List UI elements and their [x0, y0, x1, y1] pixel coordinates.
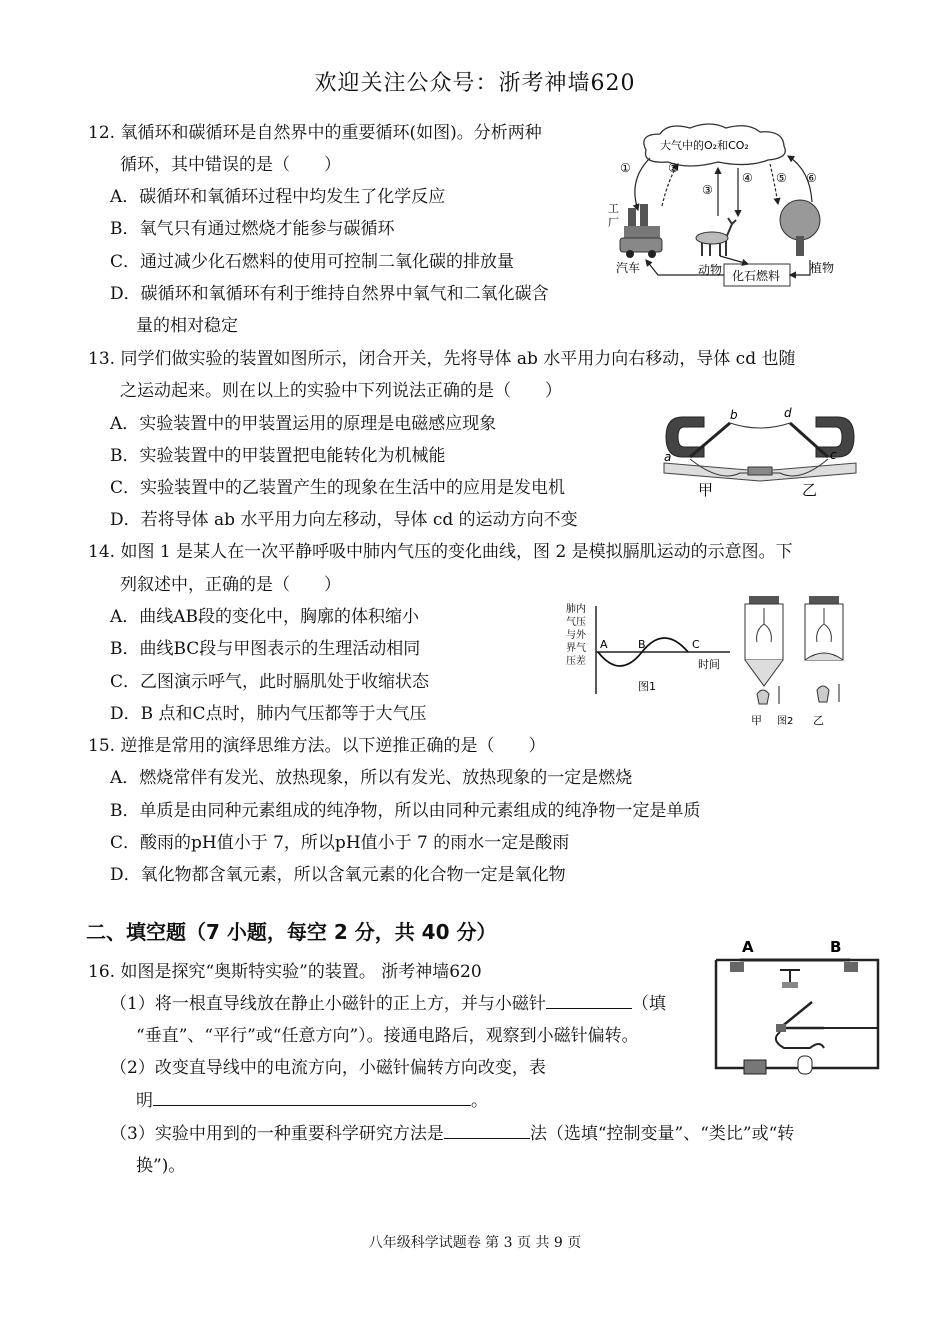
q16-part2-line2	[136, 1085, 488, 1117]
label-jia: 甲	[698, 481, 714, 498]
q16-oersted-apparatus	[700, 936, 890, 1076]
q16-part1-text: （1）将一根直导线放在静止小磁针的正上方，并与小磁针	[110, 994, 546, 1014]
q14-fig2-diaphragm-model	[735, 590, 860, 740]
arrow-1	[635, 158, 650, 210]
switch-icon	[748, 467, 772, 475]
q14-option-b: B．曲线BC段与甲图表示的生理活动相同	[110, 639, 421, 659]
q16-blank-3[interactable]	[444, 1120, 530, 1139]
label-n3: ③	[702, 183, 713, 197]
jar-lid-jia	[749, 596, 779, 604]
q14-stem-line2: 列叙述中，正确的是（ ）	[120, 575, 341, 595]
hand-yi-icon	[817, 686, 829, 702]
q16-part1-line2: “垂直”、“平行”或“任意方向”）。接通电路后，观察到小磁针偏转。	[136, 1026, 639, 1046]
q15-option-b: B．单质是由同种元素组成的纯净物，所以由同种元素组成的纯净物一定是单质	[110, 801, 701, 821]
diaphragm-jia-icon	[745, 660, 783, 686]
q12-option-d-line1: D．碳循环和氧循环有利于维持自然界中氧气和二氧化碳含	[110, 284, 549, 304]
q14-option-a: A．曲线AB段的变化中，胸廓的体积缩小	[110, 607, 420, 627]
atmosphere-label: 大气中的O₂和CO₂	[660, 139, 749, 152]
q15-option-c: C．酸雨的pH值小于 7，所以pH值小于 7 的雨水一定是酸雨	[110, 833, 570, 853]
q13-option-a: A．实验装置中的甲装置运用的原理是电磁感应现象	[110, 414, 497, 434]
q16-part2-suffix: 。	[471, 1091, 488, 1111]
label-n1: ①	[620, 161, 631, 175]
q13-option-d: D．若将导体 ab 水平用力向左移动，导体 cd 的运动方向不变	[110, 510, 578, 530]
q16-part3-line2: 换”)。	[136, 1156, 186, 1176]
switch-hinge	[776, 1024, 786, 1032]
wire-top	[730, 423, 790, 428]
label-n4: ④	[742, 171, 753, 185]
plant-label: 植物	[810, 261, 835, 275]
q12-option-d-line2: 量的相对稳定	[136, 316, 238, 336]
q12-option-c: C．通过减少化石燃料的使用可控制二氧化碳的排放量	[110, 252, 515, 272]
car-label: 汽车	[616, 261, 641, 275]
conductor-cd	[790, 423, 828, 457]
section-fill-in-title: 二、填空题（7 小题，每空 2 分，共 40 分）	[86, 920, 497, 944]
ylabel-3: 与外	[566, 630, 586, 641]
q12-cycle-figure	[598, 120, 848, 295]
arrow-animal-fossil	[720, 256, 748, 264]
q15-option-a: A．燃烧常伴有发光、放热现象，所以有发光、放热现象的一定是燃烧	[110, 768, 633, 788]
fossil-fuel-label: 化石燃料	[732, 269, 781, 283]
tree-icon	[780, 200, 820, 240]
terminal-B	[844, 962, 858, 972]
fig1-label: 图1	[638, 680, 656, 693]
wire-loop	[776, 1032, 824, 1048]
compass-needle-icon	[780, 970, 800, 984]
q15-stem: 15. 逆推是常用的演绎思维方法。以下逆推正确的是（ ）	[88, 736, 546, 756]
q16-part1-line1	[110, 988, 666, 1020]
q16-part1-tail: （填	[631, 994, 666, 1014]
label-yi: 乙	[802, 481, 818, 498]
fig2-label: 图2	[777, 716, 794, 727]
terminal-B-label: B	[830, 938, 842, 956]
q16-part2-prefix: 明	[136, 1091, 153, 1111]
deer-body-icon	[696, 232, 728, 244]
arrow-plant-fossil	[790, 260, 810, 275]
factory-label-2: 厂	[608, 216, 619, 229]
label-c: c	[830, 448, 837, 462]
q13-stem-line2: 之运动起来。则在以上的实验中下列说法正确的是（ ）	[120, 381, 562, 401]
q13-option-b: B．实验装置中的甲装置把电能转化为机械能	[110, 446, 446, 466]
label-n5: ⑤	[776, 171, 787, 185]
label-jia: 甲	[751, 714, 762, 727]
ylabel-4: 界气	[566, 643, 586, 654]
battery-icon	[744, 1060, 766, 1074]
point-A: A	[600, 638, 608, 651]
car-icon	[620, 238, 662, 252]
chimney-icon	[628, 208, 636, 228]
ylabel-2: 气压	[566, 617, 586, 628]
car-wheel-icon	[626, 250, 634, 258]
label-yi: 乙	[813, 714, 824, 727]
point-C: C	[692, 638, 700, 651]
bulb-icon	[798, 1056, 812, 1074]
terminal-A	[730, 962, 744, 972]
animal-label: 动物	[698, 263, 723, 277]
q13-apparatus-figure	[660, 403, 860, 498]
q14-option-c: C．乙图演示呼气，此时膈肌处于收缩状态	[110, 672, 430, 692]
q15-option-d: D．氧化物都含氧元素，所以含氧元素的化合物一定是氧化物	[110, 865, 566, 885]
q16-part3-line1	[110, 1118, 794, 1150]
label-n6: ⑥	[806, 171, 817, 185]
q16-blank-1[interactable]	[546, 990, 632, 1009]
conductor-ab	[690, 423, 730, 457]
q12-stem-line2: 循环，其中错误的是（ ）	[120, 155, 341, 175]
q12-option-a: A．碳循环和氧循环过程中均发生了化学反应	[110, 187, 446, 207]
q14-fig1-pressure-curve	[560, 598, 740, 723]
label-b: b	[730, 408, 738, 422]
q13-option-c: C．实验装置中的乙装置产生的现象在生活中的应用是发电机	[110, 478, 566, 498]
x-label-time: 时间	[698, 658, 720, 671]
page-header: 欢迎关注公众号：浙考神墙620	[314, 71, 636, 96]
ylabel-1: 肺内	[566, 604, 586, 615]
compass-base	[782, 982, 798, 988]
q12-stem-line1: 12. 氧循环和碳循环是自然界中的重要循环(如图)。分析两种	[88, 123, 542, 143]
chimney-icon	[640, 204, 648, 228]
terminal-A-label: A	[742, 938, 754, 956]
q16-part3-tail: 法（选填“控制变量”、“类比”或“转	[529, 1124, 795, 1144]
car-wheel-icon	[648, 250, 656, 258]
hand-jia-icon	[757, 690, 769, 704]
label-d: d	[784, 406, 792, 420]
q16-blank-2[interactable]	[153, 1087, 471, 1106]
q14-option-d: D．B 点和C点时，肺内气压都等于大气压	[110, 704, 427, 724]
q16-part3-text: （3）实验中用到的一种重要科学研究方法是	[110, 1124, 444, 1144]
factory-label-1: 工	[608, 202, 619, 215]
ylabel-5: 压差	[566, 656, 586, 667]
q16-stem: 16. 如图是探究“奥斯特实验”的装置。 浙考神墙620	[88, 962, 482, 982]
q12-option-b: B．氧气只有通过燃烧才能参与碳循环	[110, 219, 395, 239]
q13-stem-line1: 13. 同学们做实验的装置如图所示，闭合开关，先将导体 ab 水平用力向右移动，导体 cd 也随	[88, 349, 796, 369]
q14-stem-line1: 14. 如图 1 是某人在一次平静呼吸中肺内气压的变化曲线，图 2 是模拟膈肌运动的示意图。下	[88, 542, 793, 562]
point-B: B	[638, 638, 646, 651]
jar-lid-yi	[809, 596, 839, 604]
label-a: a	[664, 450, 672, 464]
q16-part2-line1: （2）改变直导线中的电流方向，小磁针偏转方向改变，表	[110, 1058, 546, 1078]
label-n2: ②	[668, 161, 679, 175]
tree-trunk-icon	[796, 236, 804, 256]
page-footer: 八年级科学试题卷 第 3 页 共 9 页	[368, 1235, 582, 1251]
switch-icon	[780, 1002, 824, 1028]
